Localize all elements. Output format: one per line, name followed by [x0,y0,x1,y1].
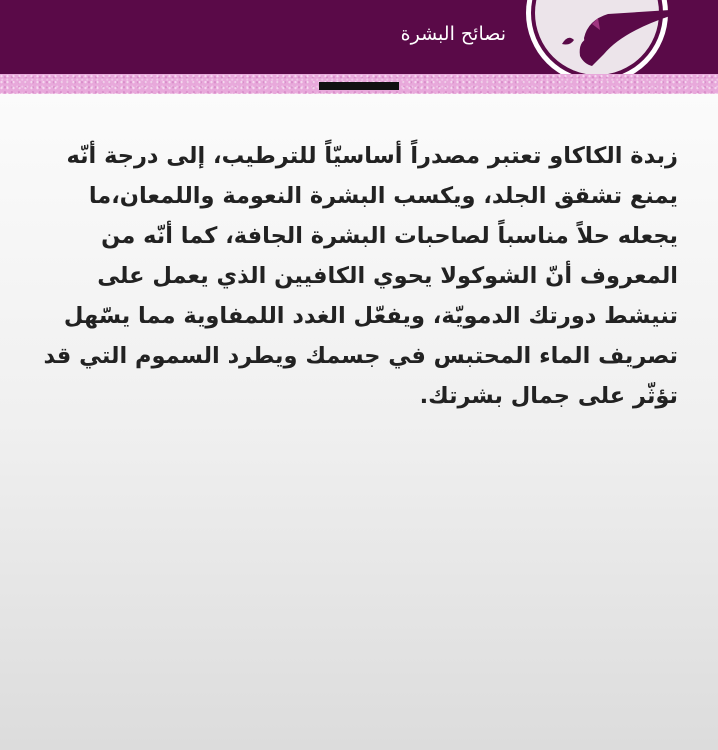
tab-indicator [319,82,399,90]
app-header [0,0,718,74]
article-body: زبدة الكاكاو تعتبر مصدراً أساسيّاً للترطيب، إلى درجة أنّه يمنع تشقق الجلد، ويكسب البشرة النعومة واللمعان،ما يجعله حلاً مناسباً لصاحبات البشرة الجافة، كما أنّه من المعروف أنّ الشوكولا يحوي الكافيين الذي يعمل على تنيشط دورتك الدمويّة، ويفعّل الغدد اللمفاوية مما يسّهل تصريف الماء المحتبس في جسمك ويطرد السموم التي قد تؤثّر على جمال بشرتك. [43,143,678,409]
page-title: نصائح البشرة [400,23,506,45]
woman-silhouette-logo-icon [522,0,672,74]
